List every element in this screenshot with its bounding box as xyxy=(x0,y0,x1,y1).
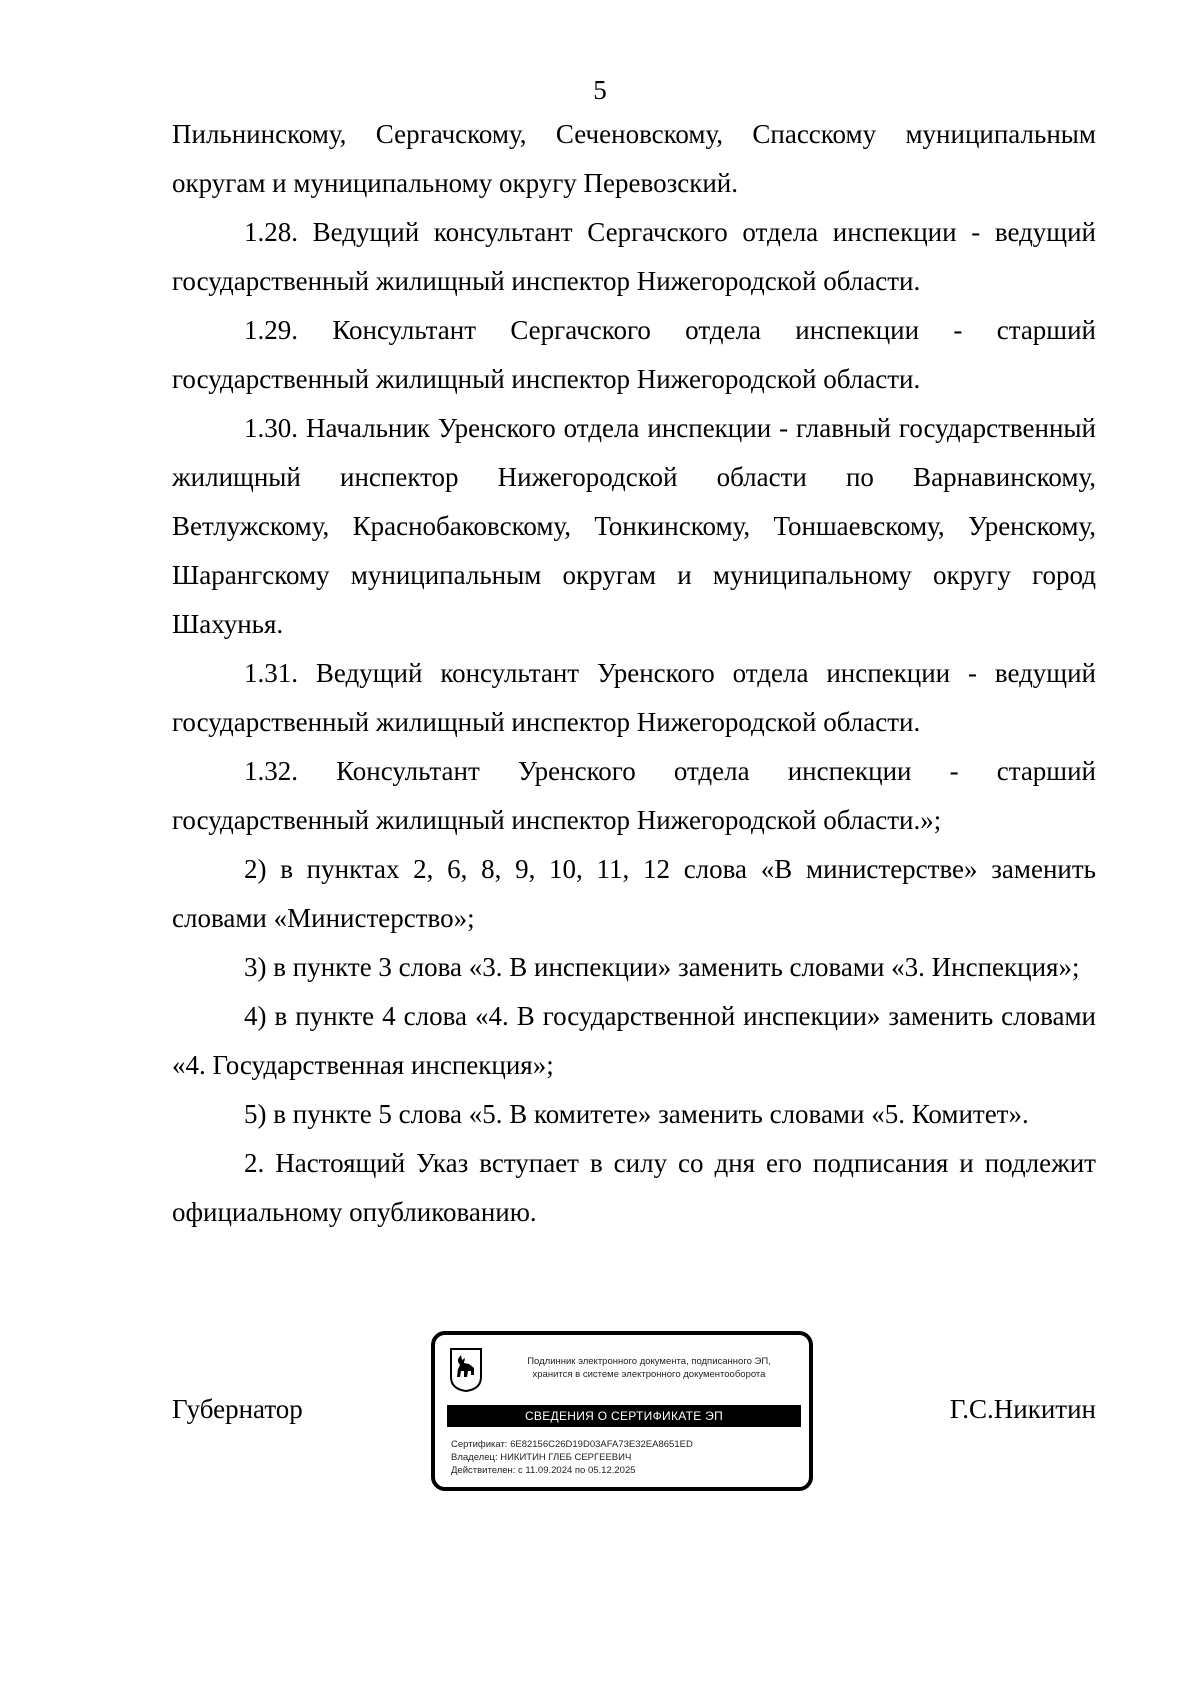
certificate-validity: Действителен: с 11.09.2024 по 05.12.2025 xyxy=(451,1465,636,1476)
document-body xyxy=(172,110,1096,1237)
stamp-note-line: Подлинник электронного документа, подписанного ЭП, xyxy=(527,1356,771,1367)
electronic-signature-stamp xyxy=(431,1331,813,1491)
stamp-note-line: хранится в системе электронного документооборота xyxy=(532,1369,766,1380)
paragraph: 3) в пункте 3 слова «3. В инспекции» заменить словами «3. Инспекция»; xyxy=(244,952,1080,982)
page-number: 5 xyxy=(593,75,607,105)
certificate-number: Сертификат: 6E82156C26D19D03AFA73E32EA8651ED xyxy=(451,1439,693,1450)
certificate-owner: Владелец: НИКИТИН ГЛЕБ СЕРГЕЕВИЧ xyxy=(451,1452,632,1463)
paragraph: 5) в пункте 5 слова «5. В комитете» заменить словами «5. Комитет». xyxy=(244,1099,1029,1129)
signatory-position: Губернатор xyxy=(172,1394,303,1424)
paragraph: 4) в пункте 4 слова «4. В государственной инспекции» заменить словами «4. Государственная инспекция»; xyxy=(172,1001,1096,1080)
paragraph: 1.28. Ведущий консультант Сергачского отдела инспекции - ведущий государственный жилищный инспектор Нижегородской области. xyxy=(172,217,1096,296)
signatory-name: Г.С.Никитин xyxy=(949,1394,1096,1424)
paragraph: 1.30. Начальник Уренского отдела инспекции - главный государственный жилищный инспектор Нижегородской области по Варнавинскому, Ветлужскому, Краснобаковскому, Тонкинскому, Тоншаевскому, Уренскому, Шарангскому муниципальным округам и муниципальному округу город Шахунья. xyxy=(172,413,1096,639)
paragraph: 2. Настоящий Указ вступает в силу со дня его подписания и подлежит официальному опубликованию. xyxy=(172,1148,1096,1227)
certificate-info xyxy=(451,1438,693,1477)
coat-of-arms-icon xyxy=(449,1347,483,1393)
stamp-note xyxy=(493,1355,805,1381)
paragraph: 1.31. Ведущий консультант Уренского отдела инспекции - ведущий государственный жилищный инспектор Нижегородской области. xyxy=(172,658,1096,737)
paragraph: 1.32. Консультант Уренского отдела инспекции - старший государственный жилищный инспектор Нижегородской области.»; xyxy=(172,756,1096,835)
paragraph: 2) в пунктах 2, 6, 8, 9, 10, 11, 12 слова «В министерстве» заменить словами «Министерство»; xyxy=(172,854,1096,933)
stamp-header: СВЕДЕНИЯ О СЕРТИФИКАТЕ ЭП xyxy=(447,1405,801,1427)
paragraph: Пильнинскому, Сергачскому, Сеченовскому, Спасскому муниципальным округам и муниципальному округу Перевозский. xyxy=(172,119,1096,198)
paragraph: 1.29. Консультант Сергачского отдела инспекции - старший государственный жилищный инспектор Нижегородской области. xyxy=(172,315,1096,394)
